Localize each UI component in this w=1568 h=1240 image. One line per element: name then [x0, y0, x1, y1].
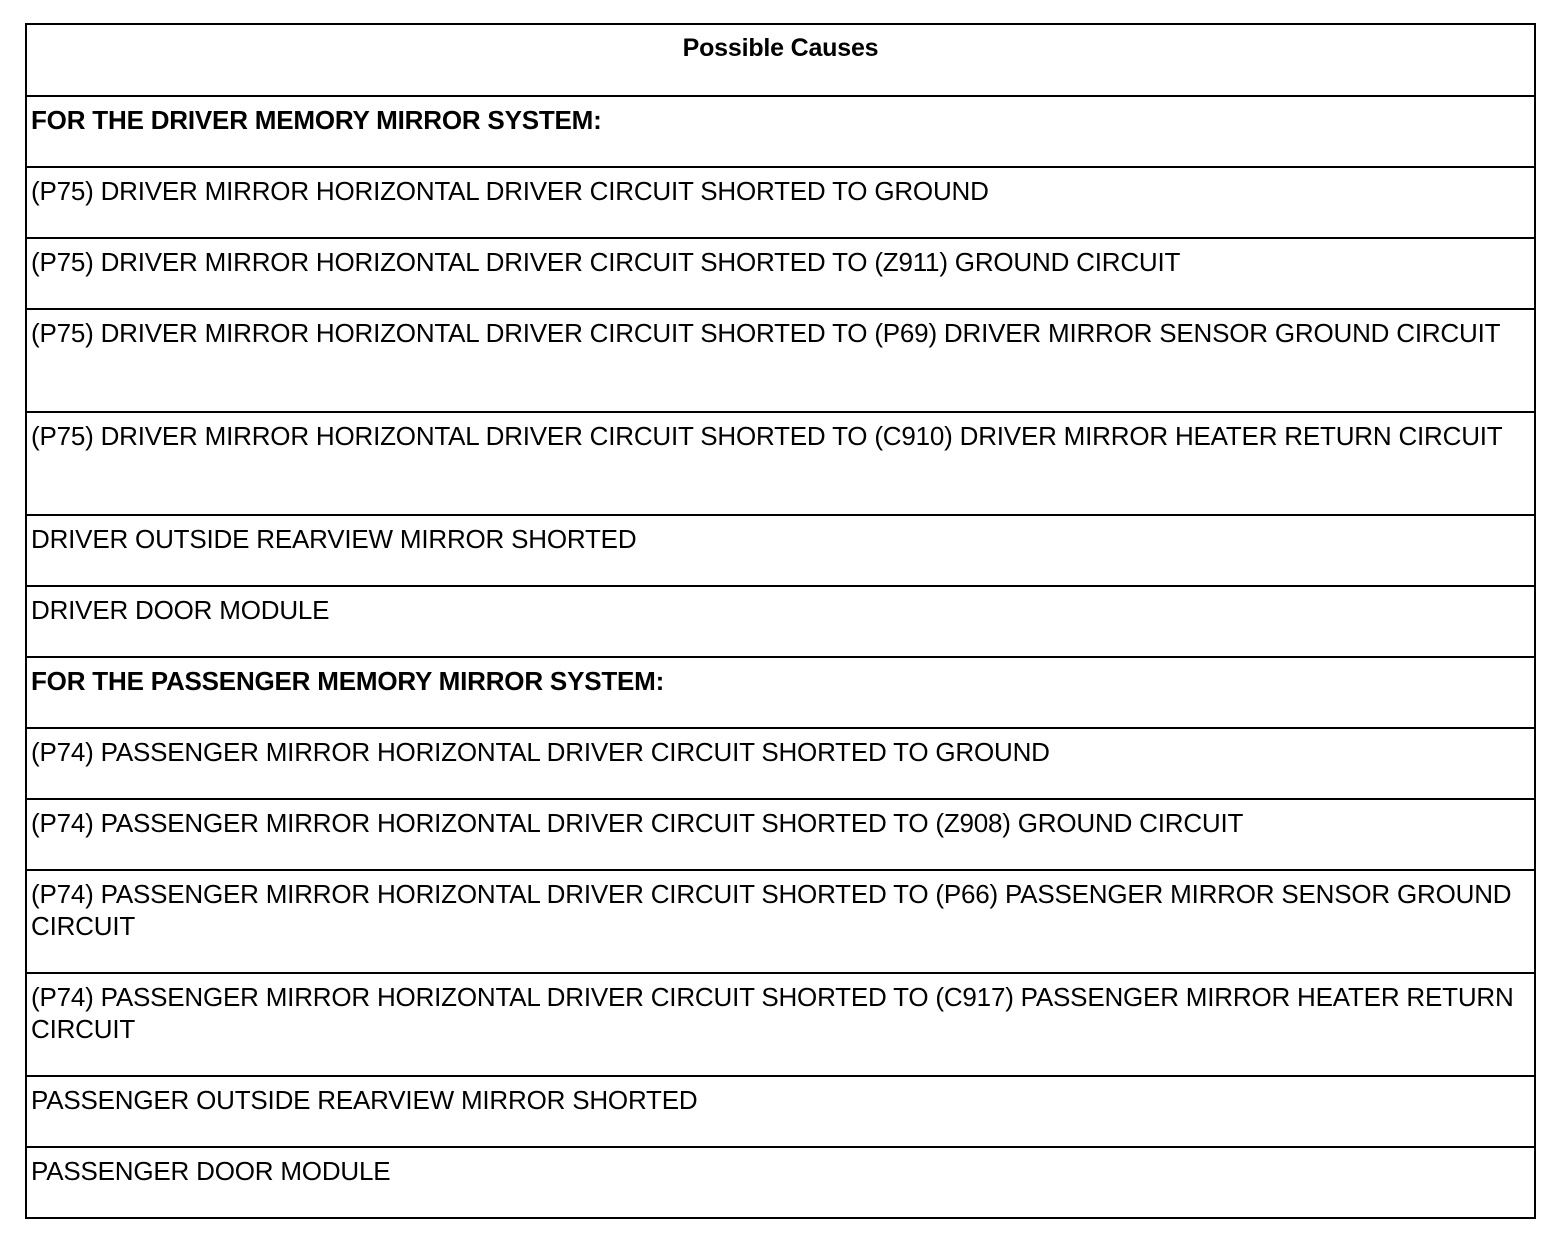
table-row [26, 586, 1535, 657]
table-row [26, 728, 1535, 799]
table-row [26, 657, 1535, 728]
cause-cell: (P74) PASSENGER MIRROR HORIZONTAL DRIVER CIRCUIT SHORTED TO (Z908) GROUND CIRCUIT [26, 799, 1535, 870]
table-row [26, 238, 1535, 309]
cause-cell: (P74) PASSENGER MIRROR HORIZONTAL DRIVER CIRCUIT SHORTED TO (C917) PASSENGER MIRROR HEATER RETURN CIRCUIT [26, 973, 1535, 1076]
table-row [26, 1147, 1535, 1218]
table-row [26, 167, 1535, 238]
cause-cell: (P74) PASSENGER MIRROR HORIZONTAL DRIVER CIRCUIT SHORTED TO (P66) PASSENGER MIRROR SENSOR GROUND CIRCUIT [26, 870, 1535, 973]
cause-cell: (P75) DRIVER MIRROR HORIZONTAL DRIVER CIRCUIT SHORTED TO GROUND [26, 167, 1535, 238]
table-row [26, 96, 1535, 167]
cause-cell: (P74) PASSENGER MIRROR HORIZONTAL DRIVER CIRCUIT SHORTED TO GROUND [26, 728, 1535, 799]
cause-cell: DRIVER DOOR MODULE [26, 586, 1535, 657]
table-row [26, 870, 1535, 973]
table-row [26, 515, 1535, 586]
table-header-row [26, 24, 1535, 96]
table-row [26, 412, 1535, 515]
section-heading-passenger: FOR THE PASSENGER MEMORY MIRROR SYSTEM: [26, 657, 1535, 728]
table-row [26, 799, 1535, 870]
cause-cell: DRIVER OUTSIDE REARVIEW MIRROR SHORTED [26, 515, 1535, 586]
cause-cell: (P75) DRIVER MIRROR HORIZONTAL DRIVER CIRCUIT SHORTED TO (Z911) GROUND CIRCUIT [26, 238, 1535, 309]
table-row [26, 309, 1535, 412]
table-row [26, 1076, 1535, 1147]
table-header: Possible Causes [26, 24, 1535, 96]
cause-cell: PASSENGER OUTSIDE REARVIEW MIRROR SHORTED [26, 1076, 1535, 1147]
possible-causes-table [25, 23, 1536, 1219]
table-row [26, 973, 1535, 1076]
cause-cell: PASSENGER DOOR MODULE [26, 1147, 1535, 1218]
cause-cell: (P75) DRIVER MIRROR HORIZONTAL DRIVER CIRCUIT SHORTED TO (P69) DRIVER MIRROR SENSOR GROUND CIRCUIT [26, 309, 1535, 412]
cause-cell: (P75) DRIVER MIRROR HORIZONTAL DRIVER CIRCUIT SHORTED TO (C910) DRIVER MIRROR HEATER RETURN CIRCUIT [26, 412, 1535, 515]
section-heading-driver: FOR THE DRIVER MEMORY MIRROR SYSTEM: [26, 96, 1535, 167]
